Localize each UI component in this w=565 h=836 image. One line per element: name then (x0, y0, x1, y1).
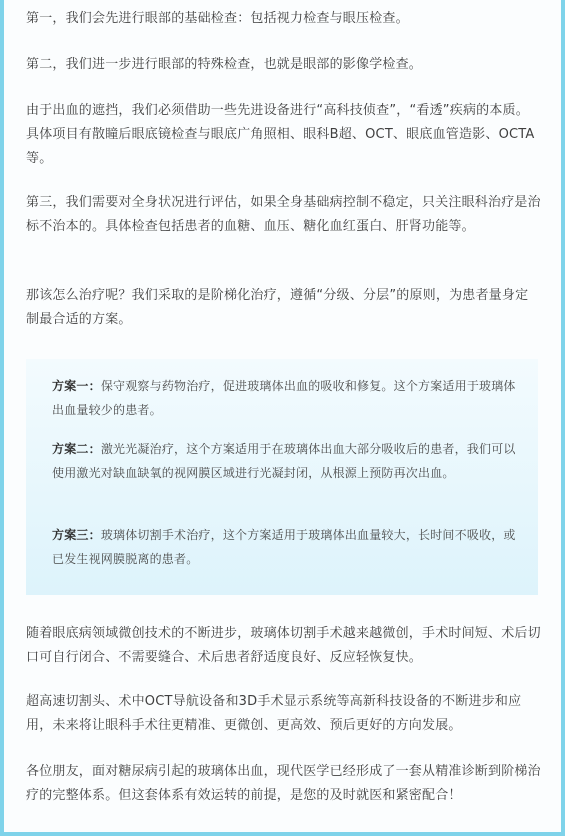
treatment-plans-box (26, 359, 538, 595)
plan-item-3 (52, 523, 522, 571)
paragraph-systemic-exam: 第三，我们需要对全身状况进行评估，如果全身基础病控制不稳定，只关注眼科治疗是治标不治本的。具体检查包括患者的血糖、血压、糖化血红蛋白、肝肾功能等。 (26, 195, 541, 234)
paragraph-basic-exam: 第一，我们会先进行眼部的基础检查：包括视力检查与眼压检查。 (26, 11, 409, 26)
plan-label: 方案三： (52, 528, 101, 542)
plan-text: 保守观察与药物治疗，促进玻璃体出血的吸收和修复。这个方案适用于玻璃体出血量较少的患者。 (52, 379, 516, 417)
plan-item-2 (52, 437, 522, 485)
plan-label: 方案二： (52, 442, 101, 456)
plan-item-1 (52, 374, 522, 422)
paragraph-imaging-details: 由于出血的遮挡，我们必须借助一些先进设备进行“高科技侦查”，“看透”疾病的本质。具体项目有散瞳后眼底镜检查与眼底广角照相、眼科B超、OCT、眼底血管造影、OCTA等。 (26, 103, 535, 166)
plan-text: 激光光凝治疗，这个方案适用于在玻璃体出血大部分吸收后的患者，我们可以使用激光对缺血缺氧的视网膜区域进行光凝封闭，从根源上预防再次出血。 (52, 442, 516, 480)
plan-text: 玻璃体切割手术治疗，这个方案适用于玻璃体出血量较大，长时间不吸收，或已发生视网膜脱离的患者。 (52, 528, 516, 566)
paragraph-future-tech: 超高速切割头、术中OCT导航设备和3D手术显示系统等高新科技设备的不断进步和应用，未来将让眼科手术往更精准、更微创、更高效、预后更好的方向发展。 (26, 694, 522, 733)
paragraph-minimally-invasive: 随着眼底病领域微创技术的不断进步，玻璃体切割手术越来越微创，手术时间短、术后切口可自行闭合、不需要缝合、术后患者舒适度良好、反应轻恢复快。 (26, 626, 541, 665)
paragraph-closing: 各位朋友，面对糖尿病引起的玻璃体出血，现代医学已经形成了一套从精准诊断到阶梯治疗的完整体系。但这套体系有效运转的前提，是您的及时就医和紧密配合！ (26, 764, 541, 803)
paragraph-treatment-intro: 那该怎么治疗呢？我们采取的是阶梯化治疗，遵循“分级、分层”的原则，为患者量身定制最合适的方案。 (26, 288, 529, 327)
plan-label: 方案一： (52, 379, 101, 393)
paragraph-special-exam: 第二，我们进一步进行眼部的特殊检查，也就是眼部的影像学检查。 (26, 57, 423, 72)
